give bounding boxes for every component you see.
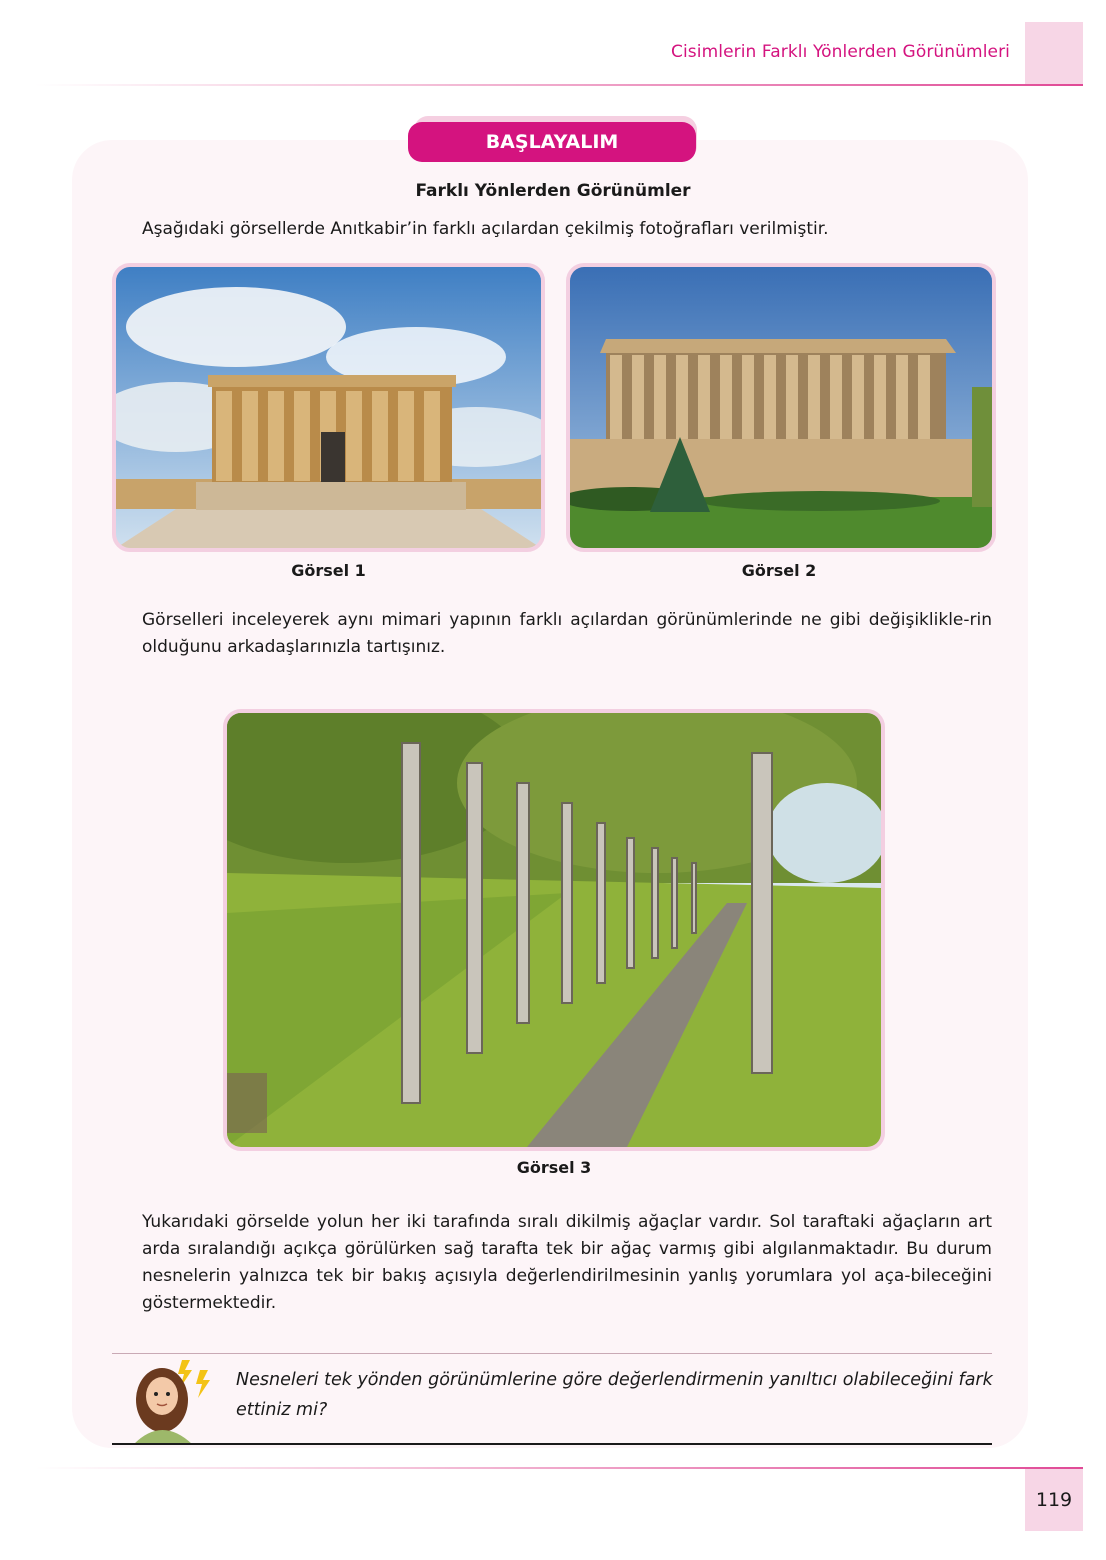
footer-divider bbox=[35, 1467, 1083, 1469]
photo-anitkabir-side bbox=[566, 263, 996, 552]
caption-gorsel-1: Görsel 1 bbox=[291, 561, 366, 580]
explanation-paragraph: Yukarıdaki görselde yolun her iki tarafında sıralı dikilmiş ağaçlar vardır. Sol taraftaki ağaçların art arda sıralandığı açıkça görülürken sağ tarafta tek bir ağaç varmış gibi algılanmaktadır. Bu durum nesnelerin yalnızca tek bir bakış açısıyla değerlendirilmesinin yanlış yorumlara yol aça-bileceğini göstermektedir. bbox=[142, 1212, 992, 1313]
caption-gorsel-3: Görsel 3 bbox=[516, 1158, 592, 1177]
running-header: Cisimlerin Farklı Yönlerden Görünümleri bbox=[671, 42, 1010, 62]
student-avatar-icon bbox=[130, 1358, 220, 1444]
section-title: Farklı Yönlerden Görünümler bbox=[415, 181, 691, 201]
photo-anitkabir-front bbox=[112, 263, 545, 552]
intro-paragraph: Aşağıdaki görsellerde Anıtkabir’in farklı açılardan çekilmiş fotoğrafları verilmiştir. bbox=[142, 219, 829, 239]
reflection-question: Nesneleri tek yönden görünümlerine göre değerlendirmenin yanıltıcı olabileceğini fark ettiniz mi? bbox=[236, 1370, 993, 1420]
question-rule-top bbox=[112, 1353, 992, 1354]
header-divider bbox=[35, 84, 1083, 86]
discussion-paragraph: Görselleri inceleyerek aynı mimari yapının farklı açılardan görünümlerinde ne gibi değişiklikle-rin olduğunu arkadaşlarınızla tartışınız. bbox=[142, 610, 992, 657]
caption-gorsel-2: Görsel 2 bbox=[741, 561, 817, 580]
section-badge: BAŞLAYALIM bbox=[408, 122, 696, 162]
page-number: 119 bbox=[1025, 1469, 1083, 1531]
question-rule-bottom bbox=[112, 1443, 992, 1445]
header-tab bbox=[1025, 22, 1083, 84]
photo-tree-lined-path bbox=[223, 709, 885, 1151]
